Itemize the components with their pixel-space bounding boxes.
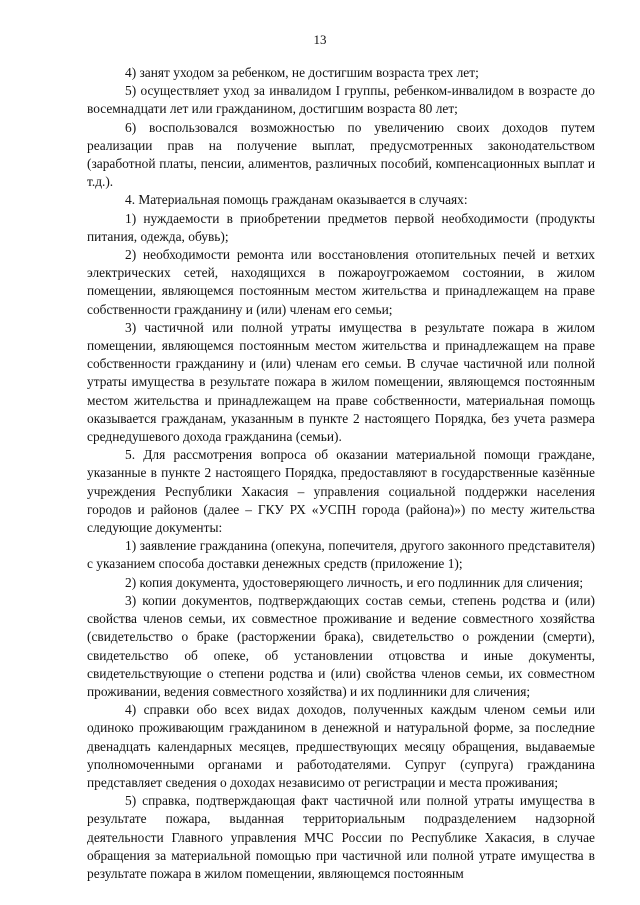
paragraph-section-4: 4. Материальная помощь гражданам оказывается в случаях: — [125, 192, 468, 208]
paragraph-item-4-child-care: 4) занят уходом за ребенком, не достигшим возраста трех лет; — [125, 65, 479, 80]
paragraph-case-3-fire-loss: 3) частичной или полной утраты имущества в результате пожара в жилом помещении, являющемся постоянным местом жительства и принадлежащем на праве собственности гражданину и (или) членам его семьи. В случае частичной или полной утраты имущества в результате пожара в жилом помещении, являющемся постоянным местом жительства и принадлежащем на праве собственности, материальная помощь оказывается гражданам, указанным в пункте 2 настоящего Порядка, без учета размера среднедушевого дохода гражданина (семьи). — [87, 319, 595, 445]
paragraph-doc-1-application: 1) заявление гражданина (опекуна, попечителя, другого законного представителя) с указанием способа доставки денежных средств (приложение 1); — [87, 538, 595, 572]
page-number: 13 — [313, 32, 327, 47]
paragraph-doc-4-income: 4) справки обо всех видах доходов, полученных каждым членом семьи или одиноко проживающим гражданином в денежной и натуральной форме, за последние двенадцать календарных месяцев, предшествующих месяцу обращения, выдаваемые уполномоченными органами и работодателями. Супруг (супруга) гражданина представляет сведения о доходах независимо от регистрации и места проживания; — [87, 702, 595, 790]
document-body — [87, 64, 595, 883]
paragraph-case-1-necessities: 1) нуждаемости в приобретении предметов первой необходимости (продукты питания, одежда, обувь); — [87, 210, 595, 244]
paragraph-doc-3-family: 3) копии документов, подтверждающих состав семьи, степень родства и (или) свойства членов семьи, их совместное проживание и ведение совместного хозяйства (свидетельство о браке (расторжении брака), свидетельство о рождении (смерти), свидетельство об опеке, об установлении отцовства и иные документы, свидетельствующие о степени родства и (или) свойства членов семьи, их совместном проживании, ведения совместного хозяйства) и их подлинники для сличения; — [87, 592, 595, 699]
paragraph-doc-2-identity: 2) копия документа, удостоверяющего личность, и его подлинник для сличения; — [125, 574, 584, 590]
paragraph-item-5-disabled-care: 5) осуществляет уход за инвалидом I группы, ребенком-инвалидом в возрасте до восемнадцати лет или гражданином, достигшим возраста 80 лет; — [87, 83, 595, 117]
paragraph-doc-5-fire-certificate: 5) справка, подтверждающая факт частичной или полной утраты имущества в результате пожара, выданная территориальным подразделением надзорной деятельности Главного управления МЧС России по Республике Хакасия, в случае обращения за материальной помощью при частичной или полной утрате имущества в результате пожара в жилом помещении, являющемся постоянным — [87, 793, 595, 881]
paragraph-section-5: 5. Для рассмотрения вопроса об оказании материальной помощи граждане, указанные в пункте 2 настоящего Порядка, предоставляют в государственные казённые учреждения Республики Хакасия – управления социальной поддержки населения городов и районов (далее – ГКУ РХ «УСПН города (района)») по месту жительства следующие документы: — [87, 447, 595, 536]
paragraph-case-2-repair: 2) необходимости ремонта или восстановления отопительных печей и ветхих электрических сетей, находящихся в пожароугрожаемом состоянии, в жилом помещении, являющемся постоянным местом жительства и принадлежащем на праве собственности гражданину и (или) членам его семьи; — [87, 247, 595, 317]
paragraph-item-6-income: 6) воспользовался возможностью по увеличению своих доходов путем реализации прав на получение выплат, предусмотренных законодательством (заработной платы, пенсии, алиментов, различных пособий, компенсационных выплат и т.д.). — [87, 119, 595, 190]
